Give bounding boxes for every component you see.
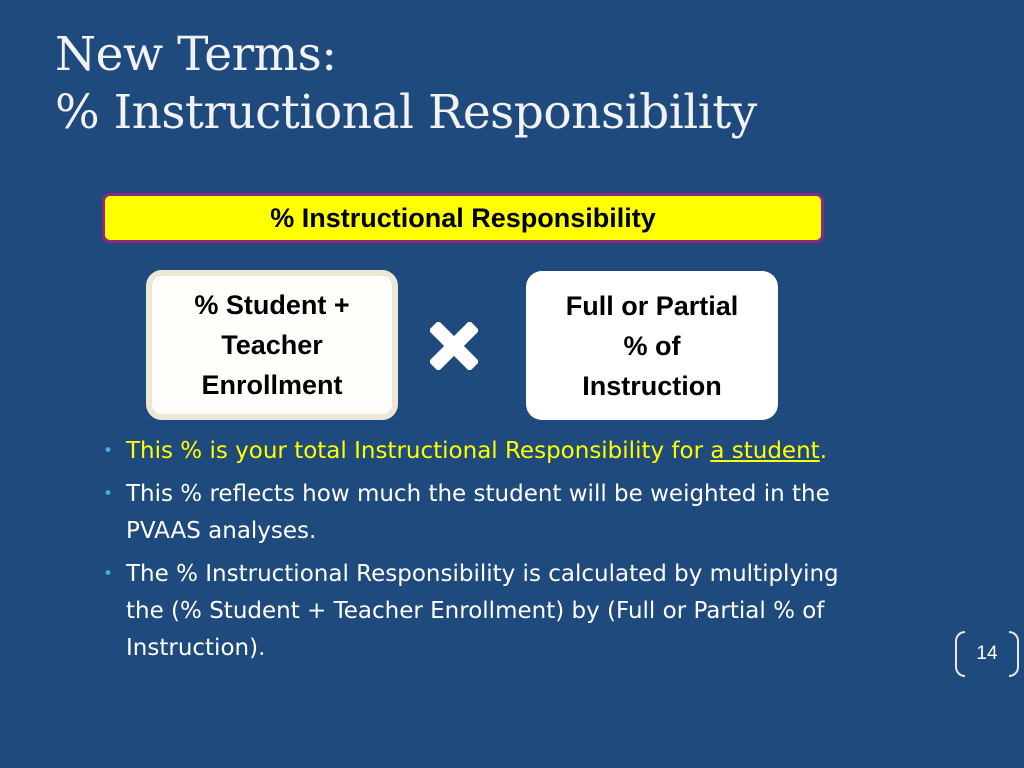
enrollment-box — [146, 270, 398, 420]
enrollment-box-label: % Student + Teacher Enrollment — [194, 290, 350, 400]
banner-label: % Instructional Responsibility — [270, 202, 656, 233]
bullet-item — [103, 433, 863, 470]
bullet-punctuation: . — [819, 438, 827, 464]
page-number-label: 14 — [976, 643, 998, 664]
right-bracket-icon — [1009, 631, 1019, 677]
bullet-text: This % reflects how much the student will be weighted in the PVAAS analyses. — [126, 481, 830, 544]
bullet-list — [103, 433, 863, 673]
left-bracket-icon — [955, 631, 965, 677]
multiply-icon — [430, 322, 478, 370]
bullet-dot-icon: • — [103, 441, 114, 461]
slide-title — [55, 26, 955, 142]
bullet-text: The % Instructional Responsibility is calculated by multiplying the (% Student + Teacher Enrollment) by (Full or Partial % of Instruction). — [126, 561, 839, 661]
bullet-dot-icon: • — [103, 484, 114, 504]
instruction-box — [526, 271, 778, 420]
bullet-underlined-text: a student — [710, 438, 820, 464]
bullet-dot-icon: • — [103, 564, 114, 584]
bullet-item — [103, 556, 863, 667]
instruction-box-label: Full or Partial % of Instruction — [565, 290, 739, 401]
bullet-item — [103, 476, 863, 550]
bullet-text: This % is your total Instructional Responsibility for — [126, 438, 711, 464]
page-number — [955, 631, 1019, 677]
instructional-responsibility-banner — [102, 193, 824, 243]
title-line-2: % Instructional Responsibility — [55, 85, 757, 140]
title-line-1: New Terms: — [55, 27, 337, 82]
